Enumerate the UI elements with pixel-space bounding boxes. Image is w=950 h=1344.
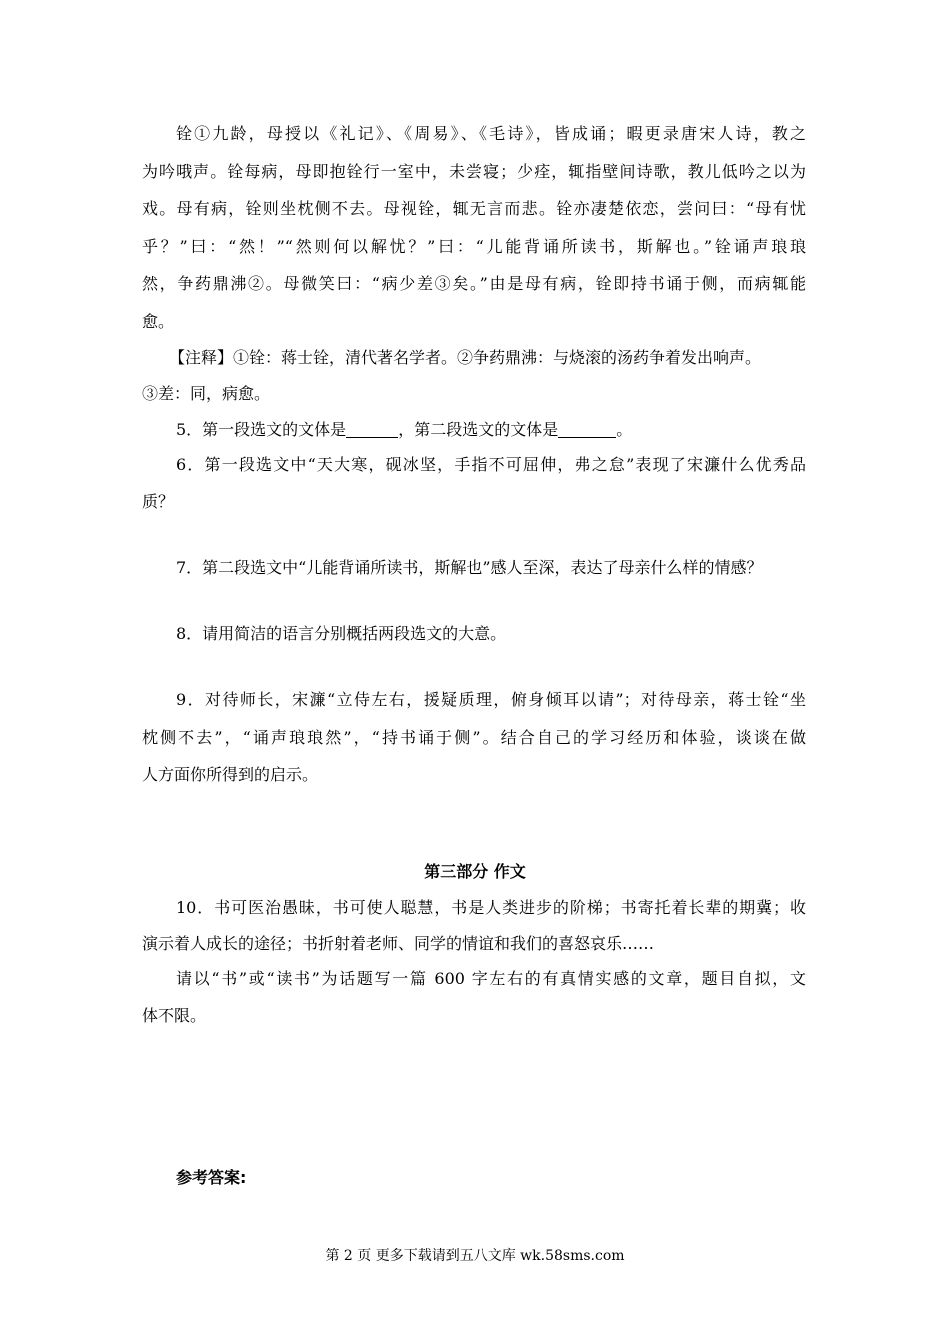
answers-heading: 参考答案: — [176, 1168, 247, 1187]
question-9-line-2: 枕侧不去”，“诵声琅琅然”，“持书诵于侧”。结合自己的学习经历和体验，谈谈在做 — [142, 728, 806, 747]
part-3-heading: 第三部分 作文 — [424, 862, 526, 881]
notes-line-1: 【注释】①铨：蒋士铨，清代著名学者。②争药鼎沸：与烧滚的汤药争着发出响声。 — [169, 348, 762, 367]
question-5-text-c: 。 — [616, 420, 633, 439]
question-10-line-3: 请以“书”或“读书”为话题写一篇 600 字左右的有真情实感的文章，题目自拟，文 — [176, 969, 806, 988]
passage-line-1: 铨①九龄，母授以《礼记》、《周易》、《毛诗》，皆成诵；暇更录唐宋人诗，教之 — [176, 124, 806, 143]
page-footer: 第 2 页 更多下载请到五八文库 wk.58sms.com — [325, 1248, 625, 1264]
answer-blank-1[interactable] — [346, 421, 398, 438]
question-9-line-3: 人方面你所得到的启示。 — [142, 765, 319, 784]
question-6-line-1: 6．第一段选文中“天大寒，砚冰坚，手指不可屈伸，弗之怠”表现了宋濂什么优秀品 — [176, 455, 806, 474]
passage-line-4: 乎？”曰：“然！”“然则何以解忧？”曰：“儿能背诵所读书，斯解也。”铨诵声琅琅 — [142, 237, 806, 256]
question-6-line-2: 质？ — [142, 492, 175, 511]
question-9-line-1: 9．对待师长，宋濂“立侍左右，援疑质理，俯身倾耳以请”；对待母亲，蒋士铨“坐 — [176, 690, 806, 709]
question-8: 8．请用简洁的语言分别概括两段选文的大意。 — [176, 624, 507, 643]
passage-line-5: 然，争药鼎沸②。母微笑曰：“病少差③矣。”由是母有病，铨即持书诵于侧，而病辄能 — [142, 274, 806, 293]
question-5 — [176, 418, 632, 442]
passage-line-2: 为吟哦声。铨每病，母即抱铨行一室中，未尝寝；少痊，辄指壁间诗歌，教儿低吟之以为 — [142, 162, 806, 181]
question-7: 7．第二段选文中“儿能背诵所读书，斯解也”感人至深，表达了母亲什么样的情感？ — [176, 558, 763, 577]
question-5-text-b: ，第二段选文的文体是 — [398, 420, 559, 439]
notes-line-2: ③差：同，病愈。 — [142, 384, 271, 403]
passage-line-6: 愈。 — [142, 312, 175, 331]
question-10-line-2: 演示着人成长的途径；书折射着老师、同学的情谊和我们的喜怒哀乐…… — [142, 934, 655, 953]
answer-blank-2[interactable] — [558, 421, 616, 438]
question-10-line-4: 体不限。 — [142, 1006, 207, 1025]
question-10-line-1: 10．书可医治愚昧，书可使人聪慧，书是人类进步的阶梯；书寄托着长辈的期冀；收 — [176, 898, 806, 917]
passage-line-3: 戏。母有病，铨则坐枕侧不去。母视铨，辄无言而悲。铨亦凄楚依恋，尝问曰：“母有忧 — [142, 199, 806, 218]
question-5-text-a: 5．第一段选文的文体是 — [176, 420, 347, 439]
